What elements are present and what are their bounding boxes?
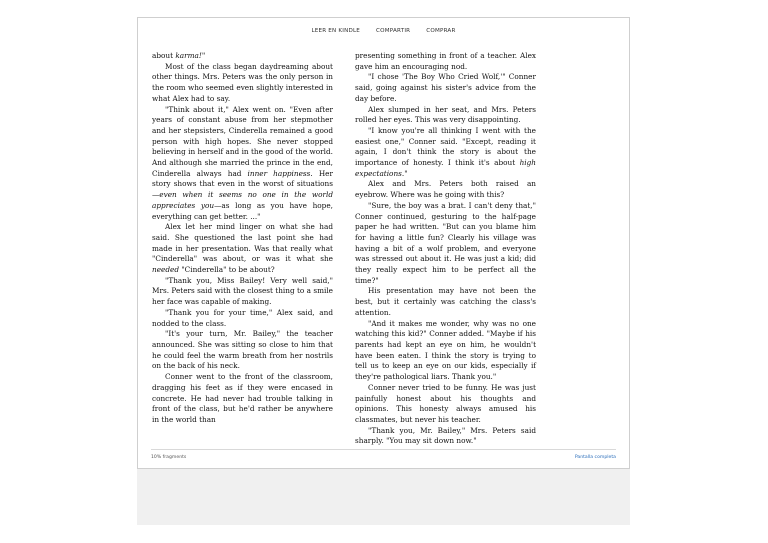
text-run: Conner never tried to be funny. He was just painfully honest about his thoughts and opinions. This honesty always amused his classmates, but never his teacher. (355, 382, 536, 424)
page-column-left (152, 51, 333, 426)
paragraph (152, 276, 333, 308)
read-in-kindle-link[interactable]: LEER EN KINDLE (311, 28, 361, 34)
italic-text: even when it seems no one in the world appreciates you (152, 190, 333, 210)
paragraph (355, 51, 536, 72)
paragraph (355, 286, 536, 318)
paragraph (152, 51, 333, 62)
text-run: "I chose 'The Boy Who Cried Wolf,'" Conner said, going against his sister's advice from the day before. (355, 72, 536, 103)
text-run: —as long as you have hope, everything can get better. ..." (152, 200, 333, 221)
text-run: "Thank you, Miss Bailey! Very well said," Mrs. Peters said with the closest thing to a smile her face was capable of making. (152, 275, 333, 307)
italic-text: needed (152, 265, 179, 275)
text-run: presenting something in front of a teacher. Alex gave him an encouraging nod. (355, 51, 536, 71)
text-run: "Thank you for your time," Alex said, and nodded to the class. (152, 307, 333, 328)
paragraph (152, 105, 333, 223)
paragraph (355, 179, 536, 200)
text-run: Alex let her mind linger on what she had said. She questioned the last point she had made in her presentation. Was that really what "Cinderella" was about, or was it what she (152, 222, 333, 264)
share-link[interactable]: COMPARTIR (376, 28, 411, 34)
text-run: His presentation may have not been the best, but it certainly was catching the class's attention. (355, 286, 536, 317)
text-run: Alex slumped in her seat, and Mrs. Peters rolled her eyes. This was very disappointing. (355, 104, 536, 125)
text-run: "It's your turn, Mr. Bailey," the teacher announced. She was sitting so close to him that he could feel the warm breath from her nostrils on the back of his neck. (152, 329, 333, 371)
paragraph (152, 329, 333, 372)
paragraph (355, 126, 536, 180)
preview-toolbar (138, 28, 629, 40)
paragraph (355, 72, 536, 104)
text-run: Her story shows that even in the worst of situations— (152, 168, 333, 200)
italic-text: inner happiness. (247, 168, 313, 178)
preview-footer (151, 455, 616, 465)
text-run: "I know you're all thinking I went with the easiest one," Conner said. "Except, reading it again, I don't think the story is about the importance of honesty. I think it's about (355, 125, 536, 168)
text-run: " (201, 51, 206, 60)
buy-link[interactable]: COMPRAR (426, 28, 456, 34)
paragraph (355, 383, 536, 426)
italic-text: karma! (175, 51, 202, 60)
text-run: "And it makes me wonder, why was no one watching this kid?" Conner added. "Maybe if his parents had kept an eye on him, he wouldn't have been eaten. I think the story is trying to tell us to keep an eye on our kids, especially if they're pathological liars. Thank you." (355, 318, 536, 382)
below-frame-area (137, 469, 630, 525)
full-screen-link[interactable]: Pantalla completa (574, 455, 616, 460)
text-run: "Cinderella" to be about? (179, 265, 275, 275)
paragraph (152, 372, 333, 426)
text-run: "Think about it," Alex went on. "Even after years of constant abuse from her stepmother and her stepsisters, Cinderella remained a good person with high hopes. She never stopped believing in herself and in the good of the world. And although she married the prince in the end, Cinderella always had (152, 104, 333, 178)
paragraph (355, 319, 536, 383)
paragraph (152, 62, 333, 105)
book-preview-frame (137, 17, 630, 469)
paragraph (355, 426, 536, 447)
text-run: about (152, 51, 176, 60)
text-run: Conner went to the front of the classroom, dragging his feet as if they were encased in concrete. He had never had trouble talking in front of the class, but he'd rather be anywhere in the world than (152, 372, 333, 424)
text-run: Most of the class began daydreaming about other things. Mrs. Peters was the only person in the room who seemed even slightly interested in what Alex had to say. (152, 61, 333, 103)
italic-text: high expectations (355, 158, 536, 178)
paragraph (152, 308, 333, 329)
paragraph (152, 222, 333, 276)
text-run: Alex and Mrs. Peters both raised an eyebrow. Where was he going with this? (355, 179, 536, 200)
page-column-right (355, 51, 536, 447)
paragraph (355, 201, 536, 287)
text-run: "Sure, the boy was a brat. I can't deny that," Conner continued, gesturing to the half-page paper he had written. "But can you blame him for having a little fun? Clearly his village was having a bit of a wolf problem, and everyone was stressed out about it. He was just a kid; did they really expect him to be perfect all the time?" (355, 200, 536, 285)
text-run: "Thank you, Mr. Bailey," Mrs. Peters said sharply. "You may sit down now." (355, 425, 536, 446)
reading-progress: 10% fragments (151, 455, 187, 460)
footer-divider (151, 449, 616, 450)
paragraph (355, 105, 536, 126)
text-run: ." (401, 168, 408, 178)
